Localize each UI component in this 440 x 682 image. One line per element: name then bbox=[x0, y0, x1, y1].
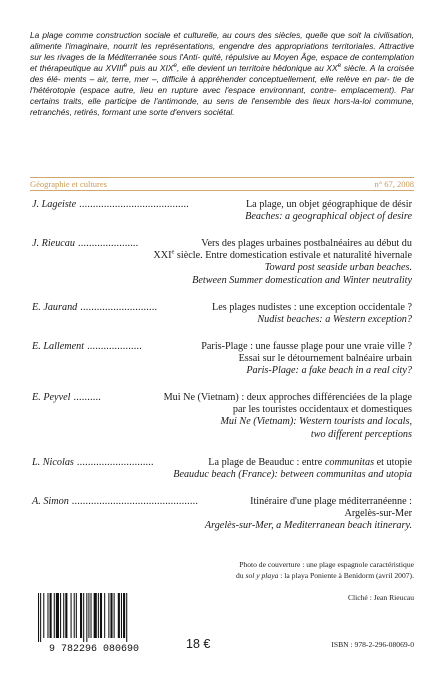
toc-author: J. Lageiste bbox=[32, 199, 77, 210]
barcode-bar bbox=[108, 593, 109, 638]
toc-leader: ........................................ bbox=[79, 199, 190, 210]
barcode-bar bbox=[80, 593, 82, 638]
toc-author: L. Nicolas bbox=[32, 457, 74, 468]
barcode-bar bbox=[40, 593, 41, 642]
toc-entry-peyvel bbox=[32, 392, 412, 441]
header-rule-bottom bbox=[30, 190, 414, 191]
issue-number: n° 67, 2008 bbox=[374, 179, 414, 189]
blurb-line: puis au XIX bbox=[129, 63, 174, 74]
toc-title-continued: par les touristes occidentaux et domestiques bbox=[232, 404, 412, 416]
barcode-bar bbox=[76, 593, 77, 638]
toc-title: Itinéraire d'une plage méditerranéenne : bbox=[250, 496, 412, 507]
barcode-bar bbox=[94, 593, 97, 638]
toc-leader: .......... bbox=[73, 392, 101, 403]
toc-title: Paris-Plage : une fausse plage pour une vraie ville ? bbox=[201, 341, 412, 352]
blurb-line: tie de l'hétérotopie (espace autre, lieu en rupture avec l'espace environnant, contre- bbox=[30, 74, 414, 96]
credit-part: du bbox=[235, 570, 246, 580]
blurb-line: soit la civilisation, alimente l'imaginaire, nourrit les représentations, engendre des bbox=[30, 30, 415, 52]
back-cover-blurb bbox=[30, 30, 414, 118]
credit-line bbox=[214, 571, 414, 582]
barcode-digits: 9 782296 080690 bbox=[48, 644, 140, 653]
blurb-line: appropriations territoriales. Attractive sur les rivages de la Méditerranée sous l'Anti- bbox=[30, 41, 415, 63]
blurb-line: emplacement). Par certains traits, elle participe de l'antimonde, au sens de bbox=[30, 85, 414, 107]
toc-title-part: siècle. Entre domestication estivale et naturalité hivernale bbox=[174, 250, 412, 262]
toc-leader: ............................ bbox=[80, 302, 158, 313]
superscript: e bbox=[337, 62, 342, 70]
toc-leader: .............................................. bbox=[71, 496, 199, 507]
toc-english-title: Paris-Plage: a fake beach in a real city? bbox=[246, 365, 412, 377]
toc-entry-lallement bbox=[32, 341, 412, 378]
barcode-bar bbox=[104, 593, 105, 638]
superscript: e bbox=[171, 248, 175, 256]
cover-photo-credit bbox=[214, 560, 414, 581]
toc-english-title: Between Summer domestication and Winter neutrality bbox=[192, 274, 412, 286]
toc-entry-jaurand bbox=[32, 302, 412, 326]
toc-entry-nicolas bbox=[32, 457, 412, 481]
toc-title-part: XXI bbox=[153, 250, 172, 262]
toc-entry-lageiste bbox=[32, 199, 412, 223]
barcode-bar bbox=[71, 593, 72, 638]
toc-title-part: et utopie bbox=[374, 457, 412, 468]
toc-author: E. Peyvel bbox=[32, 392, 71, 403]
barcode-bar bbox=[65, 593, 67, 638]
barcode-bar bbox=[123, 593, 125, 638]
barcode-bar bbox=[54, 593, 55, 638]
barcode-bar bbox=[110, 593, 112, 638]
toc-author: E. Lallement bbox=[32, 341, 85, 352]
toc-entry-simon bbox=[32, 496, 412, 533]
price: 18 € bbox=[186, 637, 211, 651]
journal-name: Géographie et cultures bbox=[30, 179, 107, 189]
isbn-number: ISBN : 978-2-296-08069-0 bbox=[331, 640, 414, 649]
toc-title-italic: communitas bbox=[324, 457, 375, 468]
toc-title bbox=[157, 457, 412, 469]
toc-title-part: La plage de Beauduc : entre bbox=[208, 457, 325, 468]
barcode-bar bbox=[126, 593, 127, 642]
toc-leader: ...................... bbox=[78, 238, 139, 249]
barcode-bar bbox=[88, 593, 89, 638]
barcode-bar bbox=[86, 593, 87, 642]
blurb-line: siècle. A la croisée des élé- bbox=[30, 63, 414, 85]
barcode-bar bbox=[83, 593, 84, 642]
toc-title: Les plages nudistes : une exception occidentale ? bbox=[212, 302, 412, 313]
photo-cliche: Cliché : Jean Rieucau bbox=[347, 593, 414, 602]
toc-english-title: Argelès-sur-Mer, a Mediterranean beach itinerary. bbox=[204, 520, 412, 532]
barcode-bars bbox=[38, 593, 127, 642]
barcode-bar bbox=[47, 593, 48, 638]
barcode-bar bbox=[98, 593, 99, 638]
toc-title: La plage, un objet géographique de désir bbox=[245, 199, 412, 210]
superscript: e bbox=[173, 62, 178, 70]
blurb-line: l'ensemble des lieux hors-la-loi commune, retranchés, retirés, formant une sorte bbox=[30, 96, 414, 118]
toc-english-title: two different perceptions bbox=[310, 428, 412, 440]
toc-title-continued bbox=[32, 250, 412, 262]
isbn-barcode bbox=[30, 591, 158, 653]
toc-author: E. Jaurand bbox=[32, 302, 78, 313]
barcode-bar bbox=[56, 593, 59, 638]
credit-italic: sol y playa bbox=[245, 570, 279, 580]
credit-line: Photo de couverture : une plage espagnole caractéristique bbox=[239, 560, 414, 569]
barcode-bar bbox=[121, 593, 122, 638]
blurb-line: La plage comme construction sociale et culturelle, au cours des siècles, quelle que bbox=[30, 30, 345, 40]
toc-english-title: Nudist beaches: a Western exception? bbox=[257, 314, 412, 326]
toc-entry-rieucau bbox=[32, 238, 412, 287]
toc-english-title: Beaches: a geographical object of desire bbox=[245, 211, 412, 223]
toc-english-title: Mui Ne (Vietnam): Western tourists and locals, bbox=[220, 416, 412, 428]
header-rule-top bbox=[30, 177, 414, 178]
credit-part: : la playa Poniente à Benidorm (avril 2007). bbox=[278, 570, 414, 580]
blurb-line: , elle devient un territoire hédonique au XX bbox=[177, 63, 338, 74]
barcode-bar bbox=[74, 593, 75, 638]
toc-title-continued: Argelès-sur-Mer bbox=[344, 508, 412, 520]
barcode-bar bbox=[50, 593, 52, 638]
barcode-bar bbox=[43, 593, 44, 638]
barcode-bar bbox=[100, 593, 102, 638]
barcode-bar bbox=[63, 593, 64, 638]
toc-leader: .................... bbox=[87, 341, 142, 352]
toc-english-title: Toward post seaside urban beaches. bbox=[264, 262, 412, 274]
barcode-bar bbox=[91, 593, 92, 638]
barcode-bar bbox=[118, 593, 120, 638]
toc-author: A. Simon bbox=[32, 496, 69, 507]
toc-leader: ............................ bbox=[76, 457, 154, 468]
blurb-line: ments – air, terre, mer –, difficile à appréhender conceptuellement, elle relève en par- bbox=[63, 74, 390, 85]
toc-title: Vers des plages urbaines postbalnéaires au début du bbox=[201, 238, 412, 249]
toc-english-title: Beauduc beach (France): between communitas and utopia bbox=[173, 469, 412, 481]
toc-title: Mui Ne (Vietnam) : deux approches différenciées de la plage bbox=[163, 392, 412, 403]
barcode-bar bbox=[60, 593, 61, 638]
toc-title-continued: Essai sur le détournement balnéaire urbain bbox=[238, 353, 412, 365]
barcode-bar bbox=[38, 593, 39, 642]
blurb-line: quité, répulsive au Moyen Âge, espace de contemplation et thérapeutique au XVIII bbox=[30, 52, 414, 74]
barcode-bar bbox=[114, 593, 115, 638]
blurb-line: d'envers sociétal. bbox=[170, 107, 235, 118]
superscript: e bbox=[123, 62, 128, 70]
toc-author: J. Rieucau bbox=[32, 238, 75, 249]
